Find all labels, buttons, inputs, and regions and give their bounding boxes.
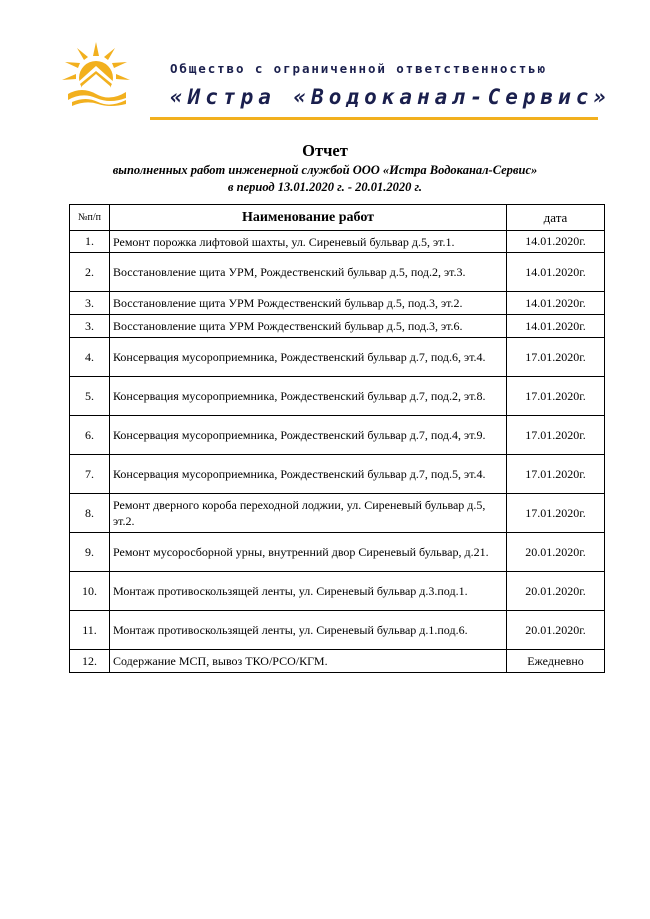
report-period: в период 13.01.2020 г. - 20.01.2020 г. <box>227 180 423 194</box>
table-row <box>70 338 605 377</box>
row-num: 1. <box>70 231 110 253</box>
table-header-row <box>70 205 605 231</box>
row-date: Ежедневно <box>507 650 605 673</box>
row-name: Ремонт дверного короба переходной лоджии, ул. Сиреневый бульвар д.5, эт.2. <box>110 494 507 533</box>
row-date: 17.01.2020г. <box>507 455 605 494</box>
row-date: 20.01.2020г. <box>507 572 605 611</box>
row-date: 17.01.2020г. <box>507 416 605 455</box>
row-date: 14.01.2020г. <box>507 315 605 338</box>
table-row <box>70 253 605 292</box>
row-num: 9. <box>70 533 110 572</box>
header-divider <box>150 117 598 120</box>
table-row <box>70 315 605 338</box>
header-num: №п/п <box>70 205 110 231</box>
row-num: 3. <box>70 292 110 315</box>
table-row <box>70 650 605 673</box>
row-date: 14.01.2020г. <box>507 253 605 292</box>
row-num: 6. <box>70 416 110 455</box>
row-name: Содержание МСП, вывоз ТКО/РСО/КГМ. <box>110 650 507 673</box>
row-num: 3. <box>70 315 110 338</box>
row-date: 17.01.2020г. <box>507 377 605 416</box>
row-name: Консервация мусороприемника, Рождественский бульвар д.7, под.5, эт.4. <box>110 455 507 494</box>
header-date: дата <box>507 205 605 231</box>
row-num: 2. <box>70 253 110 292</box>
row-name: Ремонт порожка лифтовой шахты, ул. Сиреневый бульвар д.5, эт.1. <box>110 231 507 253</box>
table-row <box>70 611 605 650</box>
company-logo-icon <box>62 42 130 110</box>
works-table <box>69 204 605 673</box>
table-row <box>70 455 605 494</box>
row-num: 11. <box>70 611 110 650</box>
table-row <box>70 494 605 533</box>
table-row <box>70 416 605 455</box>
row-name: Консервация мусороприемника, Рождественский бульвар д.7, под.4, эт.9. <box>110 416 507 455</box>
row-num: 10. <box>70 572 110 611</box>
row-name: Монтаж противоскользящей ленты, ул. Сиреневый бульвар д.1.под.6. <box>110 611 507 650</box>
row-date: 17.01.2020г. <box>507 494 605 533</box>
row-name: Консервация мусороприемника, Рождественский бульвар д.7, под.6, эт.4. <box>110 338 507 377</box>
table-row <box>70 377 605 416</box>
row-num: 8. <box>70 494 110 533</box>
report-title: Отчет <box>302 141 348 160</box>
row-date: 20.01.2020г. <box>507 533 605 572</box>
table-row <box>70 533 605 572</box>
row-name: Восстановление щита УРМ Рождественский бульвар д.5, под.3, эт.2. <box>110 292 507 315</box>
row-date: 14.01.2020г. <box>507 292 605 315</box>
row-num: 12. <box>70 650 110 673</box>
table-row <box>70 231 605 253</box>
row-name: Монтаж противоскользящей ленты, ул. Сиреневый бульвар д.3.под.1. <box>110 572 507 611</box>
header-name: Наименование работ <box>110 205 507 231</box>
row-date: 17.01.2020г. <box>507 338 605 377</box>
row-num: 4. <box>70 338 110 377</box>
row-name: Ремонт мусоросборной урны, внутренний двор Сиреневый бульвар, д.21. <box>110 533 507 572</box>
row-name: Консервация мусороприемника, Рождественский бульвар д.7, под.2, эт.8. <box>110 377 507 416</box>
company-name-line2: «Истра «Водоканал-Сервис» <box>170 85 612 109</box>
row-name: Восстановление щита УРМ, Рождественский бульвар д.5, под.2, эт.3. <box>110 253 507 292</box>
row-name: Восстановление щита УРМ Рождественский бульвар д.5, под.3, эт.6. <box>110 315 507 338</box>
table-row <box>70 292 605 315</box>
row-date: 20.01.2020г. <box>507 611 605 650</box>
table-row <box>70 572 605 611</box>
report-subtitle: выполненных работ инженерной службой ООО «Истра Водоканал-Сервис» <box>112 163 538 177</box>
row-num: 5. <box>70 377 110 416</box>
row-num: 7. <box>70 455 110 494</box>
row-date: 14.01.2020г. <box>507 231 605 253</box>
company-name-line1: Общество с ограниченной ответственностью <box>170 61 548 76</box>
